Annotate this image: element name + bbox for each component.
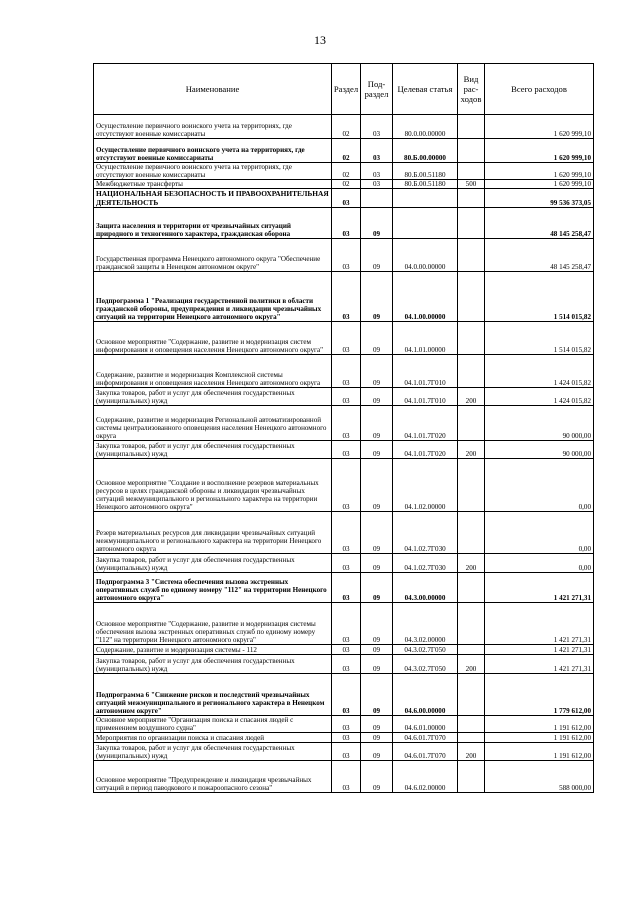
cell-subsection: 03 <box>361 163 393 180</box>
table-row <box>94 115 594 139</box>
cell-total: 48 145 258,47 <box>485 208 594 239</box>
cell-expense-kind <box>458 459 485 512</box>
table-row <box>94 272 594 322</box>
cell-target-article: 04.6.01.7Г070 <box>393 743 458 761</box>
cell-expense-kind <box>458 208 485 239</box>
cell-target-article: 04.1.01.7Г020 <box>393 406 458 441</box>
cell-subsection: 03 <box>361 115 393 139</box>
cell-target-article: 04.1.02.7Г030 <box>393 512 458 554</box>
table-row <box>94 163 594 180</box>
cell-name: Содержание, развитие и модернизация Комплексной системы информирования и оповещения населения Ненецкого автономного округа <box>94 355 332 388</box>
budget-table <box>93 63 594 793</box>
cell-total: 588 000,00 <box>485 761 594 793</box>
table-row <box>94 573 594 603</box>
cell-total: 99 536 373,05 <box>485 189 594 208</box>
cell-target-article: 04.3.02.7Г050 <box>393 645 458 655</box>
cell-name: Межбюджетные трансферты <box>94 180 332 189</box>
cell-subsection: 09 <box>361 603 393 645</box>
cell-expense-kind <box>458 115 485 139</box>
cell-name: Основное мероприятие "Содержание, развитие и модернизация системы обеспечения вызова экстренных оперативных служб по единому номеру "112" на территории Ненецкого автономного округа" <box>94 603 332 645</box>
cell-name: Подпрограмма 1 "Реализация государственной политики в области гражданской обороны, предупреждения и ликвидации чрезвычайных ситуаций на территории Ненецкого автономного округа" <box>94 272 332 322</box>
cell-expense-kind <box>458 573 485 603</box>
cell-name: Осуществление первичного воинского учета на территориях, где отсутствуют военные комиссариаты <box>94 139 332 163</box>
cell-name: Содержание, развитие и модернизация Региональной автоматизированной системы централизованного оповещения населения Ненецкого автономного округа <box>94 406 332 441</box>
cell-section: 03 <box>332 189 361 208</box>
cell-total: 48 145 258,47 <box>485 239 594 272</box>
cell-section: 03 <box>332 239 361 272</box>
cell-expense-kind: 200 <box>458 554 485 573</box>
table-row <box>94 189 594 208</box>
cell-total: 1 620 999,10 <box>485 163 594 180</box>
cell-total: 1 514 015,82 <box>485 322 594 355</box>
cell-expense-kind <box>458 512 485 554</box>
cell-subsection: 03 <box>361 139 393 163</box>
cell-name: Закупка товаров, работ и услуг для обеспечения государственных (муниципальных) нужд <box>94 655 332 674</box>
cell-expense-kind: 200 <box>458 441 485 459</box>
cell-subsection: 09 <box>361 573 393 603</box>
cell-total: 1 421 271,31 <box>485 645 594 655</box>
cell-target-article: 80.0.00.00000 <box>393 115 458 139</box>
cell-section: 02 <box>332 139 361 163</box>
cell-subsection: 09 <box>361 716 393 733</box>
table-row <box>94 554 594 573</box>
table-body <box>94 115 594 793</box>
cell-section: 03 <box>332 459 361 512</box>
cell-section: 03 <box>332 554 361 573</box>
cell-subsection: 09 <box>361 239 393 272</box>
cell-subsection: 09 <box>361 208 393 239</box>
cell-section: 02 <box>332 115 361 139</box>
cell-name: Подпрограмма 6 "Снижение рисков и последствий чрезвычайных ситуаций межмуниципального и регионального характера в Ненецком автономном округе" <box>94 674 332 716</box>
table-row <box>94 743 594 761</box>
cell-name: Основное мероприятие "Организация поиска и спасания людей с применением воздушного судна" <box>94 716 332 733</box>
cell-name: Основное мероприятие "Содержание, развитие и модернизация систем информирования и оповещения населения Ненецкого автономного округа" <box>94 322 332 355</box>
cell-expense-kind <box>458 189 485 208</box>
table-row <box>94 459 594 512</box>
header-section: Раздел <box>332 64 361 115</box>
cell-subsection: 09 <box>361 655 393 674</box>
table-row <box>94 139 594 163</box>
cell-section: 03 <box>332 208 361 239</box>
cell-total: 1 191 612,00 <box>485 733 594 743</box>
cell-expense-kind <box>458 645 485 655</box>
cell-subsection: 09 <box>361 554 393 573</box>
cell-section: 03 <box>332 645 361 655</box>
cell-name: Осуществление первичного воинского учета на территориях, где отсутствуют военные комиссариаты <box>94 115 332 139</box>
cell-name: Государственная программа Ненецкого автономного округа "Обеспечение гражданской защиты в Ненецком автономном округе" <box>94 239 332 272</box>
cell-subsection: 09 <box>361 441 393 459</box>
cell-section: 03 <box>332 355 361 388</box>
cell-expense-kind <box>458 163 485 180</box>
page-number: 13 <box>314 33 326 47</box>
cell-section: 03 <box>332 743 361 761</box>
cell-expense-kind <box>458 603 485 645</box>
cell-target-article: 04.6.01.00000 <box>393 716 458 733</box>
cell-target-article: 04.6.02.00000 <box>393 761 458 793</box>
cell-name: Подпрограмма 3 "Система обеспечения вызова экстренных оперативных служб по единому номеру "112" на территории Ненецкого автономного округа" <box>94 573 332 603</box>
cell-target-article: 04.1.01.7Г010 <box>393 388 458 406</box>
cell-target-article <box>393 189 458 208</box>
cell-name: Закупка товаров, работ и услуг для обеспечения государственных (муниципальных) нужд <box>94 743 332 761</box>
cell-section: 02 <box>332 163 361 180</box>
cell-total: 1 779 612,00 <box>485 674 594 716</box>
cell-subsection: 03 <box>361 180 393 189</box>
cell-target-article: 04.1.02.00000 <box>393 459 458 512</box>
table-row <box>94 645 594 655</box>
cell-section: 03 <box>332 441 361 459</box>
table-row <box>94 761 594 793</box>
cell-target-article: 04.6.00.00000 <box>393 674 458 716</box>
cell-total: 0,00 <box>485 459 594 512</box>
cell-expense-kind <box>458 733 485 743</box>
cell-section: 03 <box>332 761 361 793</box>
cell-name: НАЦИОНАЛЬНАЯ БЕЗОПАСНОСТЬ И ПРАВООХРАНИТЕЛЬНАЯ ДЕЯТЕЛЬНОСТЬ <box>94 189 332 208</box>
cell-total: 1 620 999,10 <box>485 180 594 189</box>
cell-expense-kind <box>458 139 485 163</box>
table-row <box>94 674 594 716</box>
cell-section: 03 <box>332 388 361 406</box>
cell-section: 03 <box>332 674 361 716</box>
cell-subsection: 09 <box>361 272 393 322</box>
header-expense-kind: Вид рас-ходов <box>458 64 485 115</box>
cell-total: 0,00 <box>485 554 594 573</box>
cell-total: 1 620 999,10 <box>485 115 594 139</box>
cell-subsection: 09 <box>361 733 393 743</box>
cell-target-article: 04.1.02.7Г030 <box>393 554 458 573</box>
cell-expense-kind <box>458 272 485 322</box>
cell-expense-kind <box>458 322 485 355</box>
cell-subsection <box>361 189 393 208</box>
header-total: Всего расходов <box>485 64 594 115</box>
table-row <box>94 733 594 743</box>
cell-section: 03 <box>332 733 361 743</box>
cell-target-article: 04.3.02.00000 <box>393 603 458 645</box>
cell-target-article: 04.3.02.7Г050 <box>393 655 458 674</box>
cell-total: 1 421 271,31 <box>485 573 594 603</box>
header-name: Наименование <box>94 64 332 115</box>
table-row <box>94 512 594 554</box>
cell-expense-kind: 200 <box>458 743 485 761</box>
cell-name: Закупка товаров, работ и услуг для обеспечения государственных (муниципальных) нужд <box>94 388 332 406</box>
cell-expense-kind <box>458 761 485 793</box>
cell-target-article: 80.Б.00.51180 <box>393 163 458 180</box>
cell-total: 1 191 612,00 <box>485 716 594 733</box>
table-row <box>94 406 594 441</box>
table-row <box>94 716 594 733</box>
cell-subsection: 09 <box>361 388 393 406</box>
cell-name: Мероприятия по организации поиска и спасания людей <box>94 733 332 743</box>
cell-subsection: 09 <box>361 459 393 512</box>
cell-expense-kind <box>458 674 485 716</box>
cell-expense-kind: 200 <box>458 655 485 674</box>
table-header-row <box>94 64 594 115</box>
cell-total: 0,00 <box>485 512 594 554</box>
cell-name: Закупка товаров, работ и услуг для обеспечения государственных (муниципальных) нужд <box>94 441 332 459</box>
cell-name: Резерв материальных ресурсов для ликвидации чрезвычайных ситуаций межмуниципального и регионального характера на территории Ненецкого автономного округа <box>94 512 332 554</box>
cell-section: 03 <box>332 322 361 355</box>
cell-section: 03 <box>332 512 361 554</box>
table-row <box>94 388 594 406</box>
cell-total: 1 620 999,10 <box>485 139 594 163</box>
cell-target-article: 04.6.01.7Г070 <box>393 733 458 743</box>
cell-expense-kind <box>458 716 485 733</box>
cell-target-article <box>393 208 458 239</box>
table-row <box>94 355 594 388</box>
cell-total: 1 514 015,82 <box>485 272 594 322</box>
cell-target-article: 04.1.01.00000 <box>393 322 458 355</box>
cell-total: 90 000,00 <box>485 406 594 441</box>
table-row <box>94 441 594 459</box>
cell-target-article: 04.0.00.00000 <box>393 239 458 272</box>
cell-name: Основное мероприятие "Создание и восполнение резервов материальных ресурсов в целях гражданской обороны и ликвидации чрезвычайных ситуаций межмуниципального и регионального характера на территории Ненецкого автономного округа" <box>94 459 332 512</box>
cell-total: 1 424 015,82 <box>485 388 594 406</box>
cell-total: 1 421 271,31 <box>485 655 594 674</box>
cell-target-article: 04.1.00.00000 <box>393 272 458 322</box>
cell-total: 90 000,00 <box>485 441 594 459</box>
cell-section: 03 <box>332 573 361 603</box>
cell-expense-kind <box>458 355 485 388</box>
cell-subsection: 09 <box>361 674 393 716</box>
cell-total: 1 191 612,00 <box>485 743 594 761</box>
cell-name: Защита населения и территории от чрезвычайных ситуаций природного и техногенного характера, гражданская оборона <box>94 208 332 239</box>
table-row <box>94 603 594 645</box>
cell-name: Основное мероприятие "Предупреждение и ликвидация чрезвычайных ситуаций в период паводкового и пожароопасного сезона" <box>94 761 332 793</box>
table-row <box>94 208 594 239</box>
cell-name: Закупка товаров, работ и услуг для обеспечения государственных (муниципальных) нужд <box>94 554 332 573</box>
table-row <box>94 655 594 674</box>
cell-section: 03 <box>332 603 361 645</box>
cell-expense-kind: 200 <box>458 388 485 406</box>
cell-target-article: 04.3.00.00000 <box>393 573 458 603</box>
cell-subsection: 09 <box>361 645 393 655</box>
cell-total: 1 421 271,31 <box>485 603 594 645</box>
cell-section: 03 <box>332 406 361 441</box>
cell-name: Содержание, развитие и модернизация системы - 112 <box>94 645 332 655</box>
table-row <box>94 180 594 189</box>
cell-target-article: 80.Б.00.00000 <box>393 139 458 163</box>
cell-subsection: 09 <box>361 743 393 761</box>
cell-target-article: 04.1.01.7Г020 <box>393 441 458 459</box>
cell-subsection: 09 <box>361 355 393 388</box>
cell-expense-kind: 500 <box>458 180 485 189</box>
cell-expense-kind <box>458 239 485 272</box>
cell-subsection: 09 <box>361 322 393 355</box>
cell-section: 03 <box>332 716 361 733</box>
cell-section: 03 <box>332 272 361 322</box>
cell-target-article: 80.Б.00.51180 <box>393 180 458 189</box>
cell-section: 03 <box>332 655 361 674</box>
cell-name: Осуществление первичного воинского учета на территориях, где отсутствуют военные комиссариаты <box>94 163 332 180</box>
cell-subsection: 09 <box>361 512 393 554</box>
cell-target-article: 04.1.01.7Г010 <box>393 355 458 388</box>
cell-subsection: 09 <box>361 406 393 441</box>
cell-section: 02 <box>332 180 361 189</box>
header-target-article: Целевая статья <box>393 64 458 115</box>
cell-expense-kind <box>458 406 485 441</box>
header-subsection: Под-раздел <box>361 64 393 115</box>
table-row <box>94 322 594 355</box>
cell-total: 1 424 015,82 <box>485 355 594 388</box>
cell-subsection: 09 <box>361 761 393 793</box>
table-row <box>94 239 594 272</box>
